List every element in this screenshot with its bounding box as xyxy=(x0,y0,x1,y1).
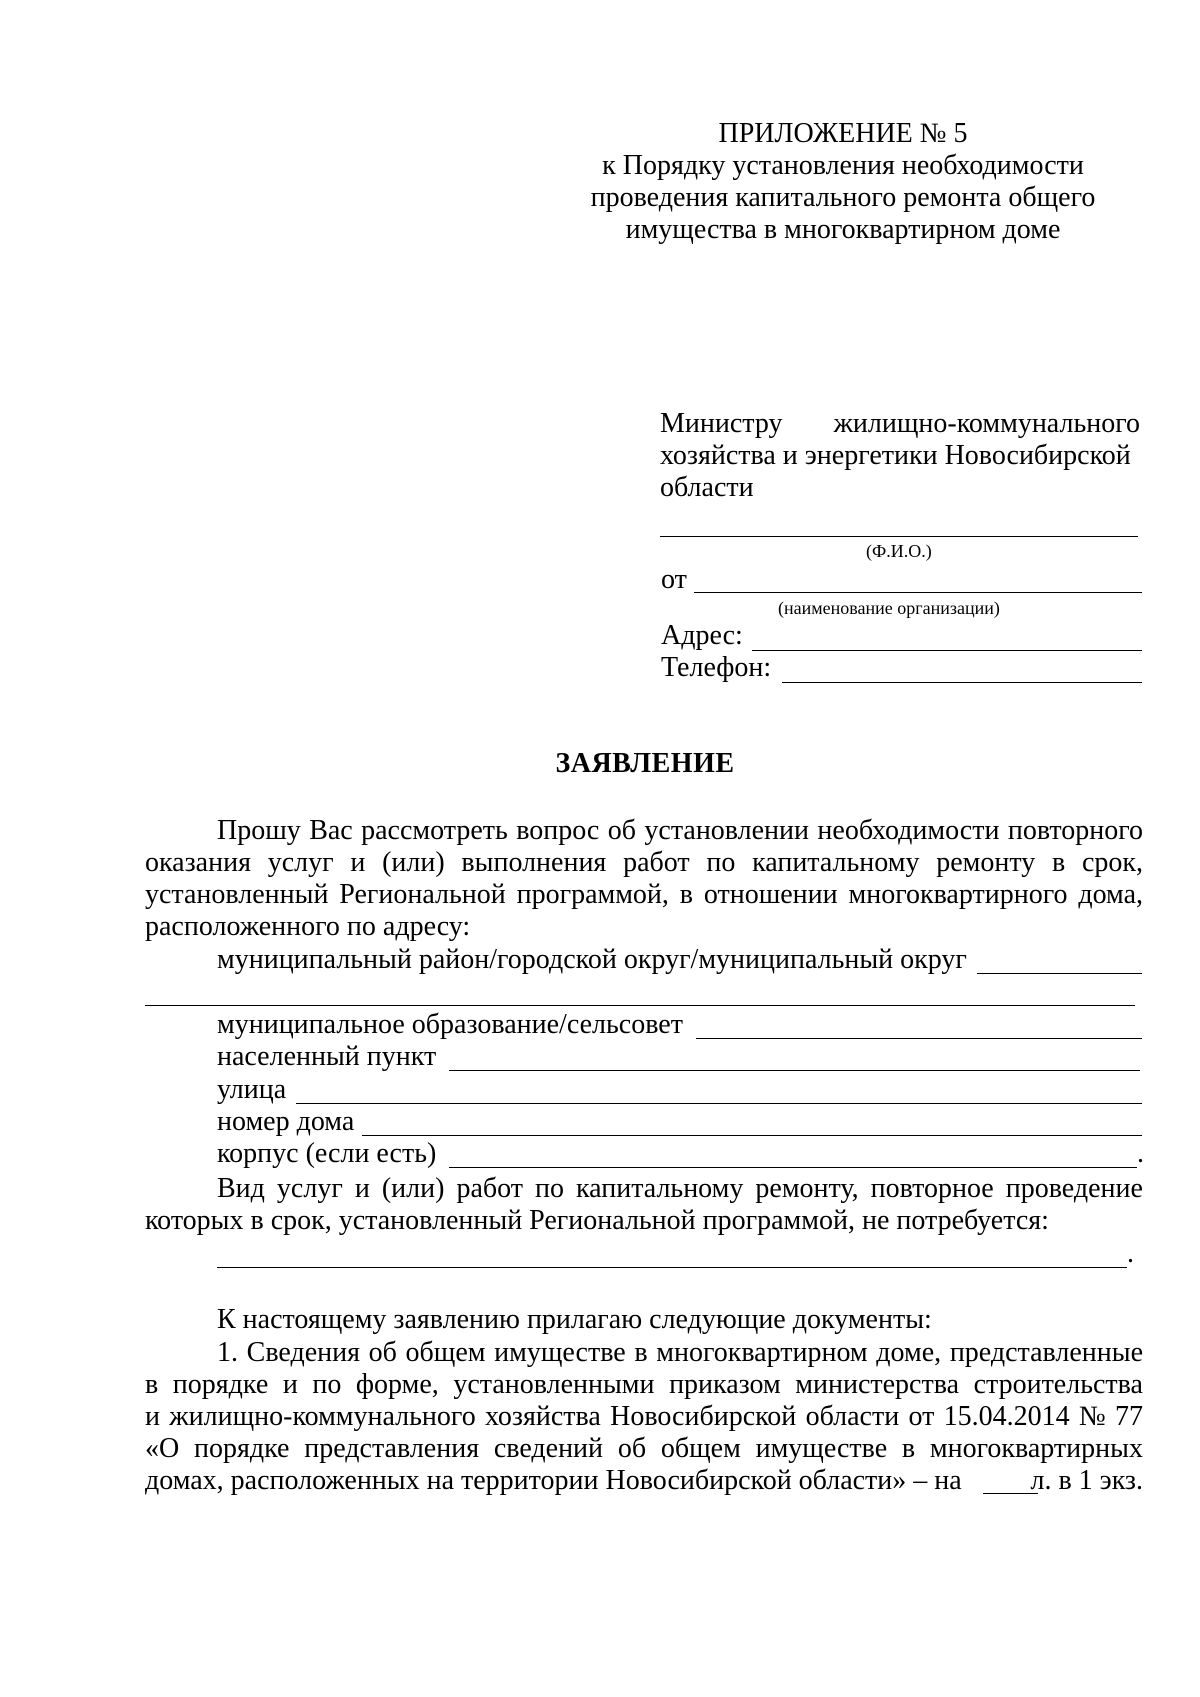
addressee-line-1: Министру жилищно-коммунального xyxy=(660,408,1140,439)
word: доме, xyxy=(876,1337,942,1368)
word: общем xyxy=(405,1337,486,1368)
word: «О xyxy=(145,1433,180,1464)
word: приказом xyxy=(669,1369,781,1400)
fio-field[interactable] xyxy=(660,536,1138,537)
word: от xyxy=(908,1401,935,1432)
municipality-label: муниципальное образование/сельсовет xyxy=(217,1009,683,1040)
word: необходимости xyxy=(817,815,1000,846)
word: Новосибирской xyxy=(610,1401,797,1432)
attachment-line-1 xyxy=(217,1337,1143,1369)
address-field[interactable] xyxy=(752,650,1142,651)
services-line-2: которых в срок, установленный Региональной программой, не потребуется: xyxy=(145,1205,1049,1236)
word: и xyxy=(145,1401,160,1432)
word: представления xyxy=(304,1433,480,1464)
word: ремонту xyxy=(936,847,1036,878)
services-line-1 xyxy=(217,1173,1143,1205)
document-title: ЗАЯВЛЕНИЕ xyxy=(555,748,735,779)
word: выполнения xyxy=(461,847,607,878)
attachment-line-4 xyxy=(145,1433,1143,1465)
word: № xyxy=(1078,1401,1106,1432)
building-field[interactable] xyxy=(449,1167,1137,1168)
house-label: номер дома xyxy=(217,1106,355,1137)
organization-field[interactable] xyxy=(694,592,1142,593)
word: отношении xyxy=(703,879,838,910)
word: по xyxy=(706,847,736,878)
district-label: муниципальный район/городской округ/муниципальный округ xyxy=(217,944,967,975)
word: Сведения xyxy=(246,1337,360,1368)
attachment-line-2 xyxy=(145,1369,1143,1401)
request-line-2 xyxy=(145,847,1143,879)
word: и xyxy=(282,1369,298,1400)
word: общем xyxy=(660,1433,741,1464)
appendix-header xyxy=(560,118,1126,246)
fio-caption: (Ф.И.О.) xyxy=(866,541,932,561)
word: сведений xyxy=(493,1433,604,1464)
word: хозяйства xyxy=(485,1401,601,1432)
word: по xyxy=(535,1173,564,1204)
word: в xyxy=(901,1433,916,1464)
word: 1. xyxy=(217,1337,238,1368)
organization-caption: (наименование организации) xyxy=(778,598,1000,618)
district-field-continuation[interactable] xyxy=(145,1005,1135,1006)
word: министерства xyxy=(795,1369,960,1400)
appendix-number: ПРИЛОЖЕНИЕ № 5 xyxy=(718,118,968,149)
word: в xyxy=(1051,847,1066,878)
word: имуществе xyxy=(494,1337,626,1368)
addressee-block xyxy=(660,408,1140,504)
word: программой, xyxy=(516,879,669,910)
word: об xyxy=(368,1337,397,1368)
house-field[interactable] xyxy=(362,1135,1142,1136)
from-label: от xyxy=(661,564,687,595)
attachment-line-5: домах, расположенных на территории Новосибирской области» – на л. в 1 экз. xyxy=(145,1465,1143,1496)
word: жилищно-коммунального xyxy=(169,1401,476,1432)
phone-field[interactable] xyxy=(782,682,1142,683)
request-line-3 xyxy=(145,879,1143,911)
word: порядке xyxy=(194,1433,290,1464)
addressee-line-3: области xyxy=(660,472,754,503)
word: дома, xyxy=(1078,879,1143,910)
word: многоквартирного xyxy=(848,879,1068,910)
appendix-ref-line-3: проведения капитального ремонта общего xyxy=(590,182,1096,213)
word: Вас xyxy=(309,815,353,846)
word: капитальному xyxy=(752,847,920,878)
word: об xyxy=(607,815,636,846)
word: в xyxy=(679,879,693,910)
word: имуществе xyxy=(755,1433,888,1464)
municipality-field[interactable] xyxy=(696,1038,1142,1039)
word: в xyxy=(634,1337,648,1368)
settlement-label: населенный пункт xyxy=(217,1041,437,1072)
street-field[interactable] xyxy=(296,1103,1142,1104)
word: оказания xyxy=(145,847,251,878)
addressee-line-2: хозяйства и энергетики Новосибирской xyxy=(660,440,1131,471)
word: строительства xyxy=(973,1369,1143,1400)
word: Прошу xyxy=(217,815,301,846)
word: работ xyxy=(456,1173,523,1204)
word: (или) xyxy=(382,847,445,878)
phone-label: Телефон: xyxy=(661,652,772,683)
services-field[interactable] xyxy=(217,1267,1127,1268)
word: многоквартирных xyxy=(929,1433,1143,1464)
request-paragraph xyxy=(145,815,1143,943)
word: установленными xyxy=(453,1369,655,1400)
word: работ xyxy=(623,847,690,878)
word: 15.04.2014 xyxy=(943,1401,1070,1432)
word: и xyxy=(350,847,366,878)
appendix-ref-line-2: к Порядку установления необходимости xyxy=(602,150,1084,181)
building-label: корпус (если есть) xyxy=(217,1138,437,1169)
attachments-intro: К настоящему заявлению прилагаю следующие документы: xyxy=(217,1304,932,1335)
word: повторного xyxy=(1007,815,1143,846)
word: услуг xyxy=(276,1173,343,1204)
word: по xyxy=(312,1369,342,1400)
services-period: . xyxy=(1127,1238,1134,1269)
request-line-1 xyxy=(217,815,1143,847)
attachment-item-1 xyxy=(145,1337,1143,1497)
word: вопрос xyxy=(516,815,600,846)
word: Региональной xyxy=(339,879,506,910)
appendix-ref-line-4: имущества в многоквартирном доме xyxy=(625,214,1061,245)
word: и xyxy=(354,1173,370,1204)
word: рассмотреть xyxy=(361,815,508,846)
word: (или) xyxy=(381,1173,445,1204)
word: установлении xyxy=(644,815,810,846)
settlement-field[interactable] xyxy=(449,1070,1140,1071)
word: Вид xyxy=(217,1173,265,1204)
word: проведение xyxy=(1005,1173,1143,1204)
services-paragraph xyxy=(145,1173,1143,1237)
word: повторное xyxy=(870,1173,994,1204)
word: ремонту, xyxy=(755,1173,859,1204)
word: капитальному xyxy=(576,1173,744,1204)
word: 77 xyxy=(1114,1401,1143,1432)
word: порядке xyxy=(172,1369,269,1400)
word: многоквартирном xyxy=(656,1337,868,1368)
word: услуг xyxy=(267,847,334,878)
building-period: . xyxy=(1137,1138,1144,1169)
word: форме, xyxy=(355,1369,439,1400)
street-label: улица xyxy=(217,1074,287,1105)
address-label: Адрес: xyxy=(661,620,743,651)
word: установленный xyxy=(145,879,329,910)
district-field[interactable] xyxy=(977,973,1142,974)
word: представленные xyxy=(949,1337,1143,1368)
word: в xyxy=(145,1369,159,1400)
word: области xyxy=(805,1401,900,1432)
request-line-4: расположенного по адресу: xyxy=(145,911,471,942)
word: об xyxy=(617,1433,647,1464)
attachment-line-3 xyxy=(145,1401,1143,1433)
word: срок, xyxy=(1081,847,1143,878)
